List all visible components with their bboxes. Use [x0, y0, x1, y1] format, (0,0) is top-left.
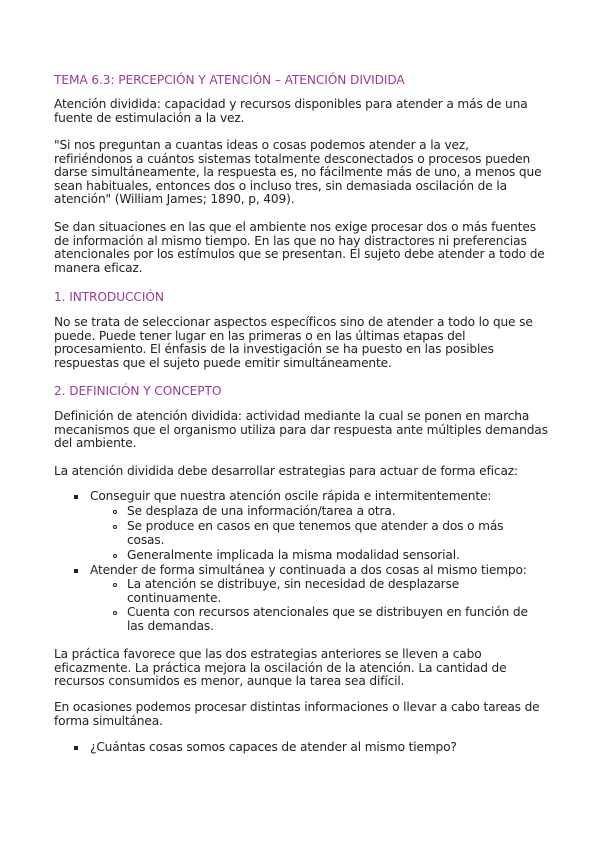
strategies-intro: La atención dividida debe desarrollar estrategias para actuar de forma eficaz:	[54, 464, 518, 478]
introduccion-paragraph: No se trata de seleccionar aspectos específicos sino de atender a todo lo que se puede. Puede tener lugar en las primeras o en las últimas etapas del procesamiento. El énfasis de la investigación se ha puesto en las posibles respuestas que el sujeto puede emitir simultáneamente.	[54, 315, 533, 370]
page-title: TEMA 6.3: PERCEPCIÓN Y ATENCIÓN – ATENCIÓN DIVIDIDA	[54, 73, 405, 87]
circle-bullet-icon	[113, 554, 117, 558]
strategy-2-sub-2: Cuenta con recursos atencionales que se distribuyen en función de las demandas.	[127, 605, 528, 633]
situations-paragraph: Se dan situaciones en las que el ambiente nos exige procesar dos o más fuentes de información al mismo tiempo. En las que no hay distractores ni preferencias atencionales por los estímulos que se presentan. El sujeto debe atender a todo de manera eficaz.	[54, 220, 545, 275]
circle-bullet-icon	[113, 611, 117, 615]
strategy-1-sub-3: Generalmente implicada la misma modalidad sensorial.	[127, 548, 460, 562]
circle-bullet-icon	[113, 583, 117, 587]
circle-bullet-icon	[113, 525, 117, 529]
intro-definition: Atención dividida: capacidad y recursos disponibles para atender a más de una fuente de estimulación a la vez.	[54, 97, 528, 125]
section-heading-introduccion: 1. INTRODUCCIÓN	[54, 290, 164, 304]
strategy-2-sub-1: La atención se distribuye, sin necesidad de desplazarse continuamente.	[127, 577, 460, 605]
william-james-quote: "Si nos preguntan a cuantas ideas o cosas podemos atender a la vez, refiriéndonos a cuántos sistemas totalmente desconectados o procesos pueden darse simultáneamente, la respuesta es, no fácilmente más de uno, a menos que sean habituales, entonces dos o incluso tres, sin demasiada oscilación de la atención" (William James; 1890, p, 409).	[54, 138, 542, 207]
section-heading-definicion: 2. DEFINICIÓN Y CONCEPTO	[54, 384, 222, 398]
strategy-1-sub-1: Se desplaza de una información/tarea a otra.	[127, 504, 396, 518]
strategy-1: Conseguir que nuestra atención oscile rápida e intermitentemente:	[90, 489, 492, 503]
bullet-icon	[74, 746, 78, 750]
practice-paragraph: La práctica favorece que las dos estrategias anteriores se lleven a cabo eficazmente. La práctica mejora la oscilación de la atención. La cantidad de recursos consumidos es menor, aunque la tarea sea difícil.	[54, 647, 507, 689]
strategy-1-sub-2: Se produce en casos en que tenemos que atender a dos o más cosas.	[127, 519, 504, 547]
bullet-icon	[74, 495, 78, 499]
definition-paragraph: Definición de atención dividida: actividad mediante la cual se ponen en marcha mecanismos que el organismo utiliza para dar respuesta ante múltiples demandas del ambiente.	[54, 409, 548, 451]
circle-bullet-icon	[113, 510, 117, 514]
occasions-paragraph: En ocasiones podemos procesar distintas informaciones o llevar a cabo tareas de forma simultánea.	[54, 700, 540, 728]
strategy-2: Atender de forma simultánea y continuada a dos cosas al mismo tiempo:	[90, 563, 527, 577]
bullet-icon	[74, 569, 78, 573]
question-item: ¿Cuántas cosas somos capaces de atender al mismo tiempo?	[90, 740, 457, 754]
